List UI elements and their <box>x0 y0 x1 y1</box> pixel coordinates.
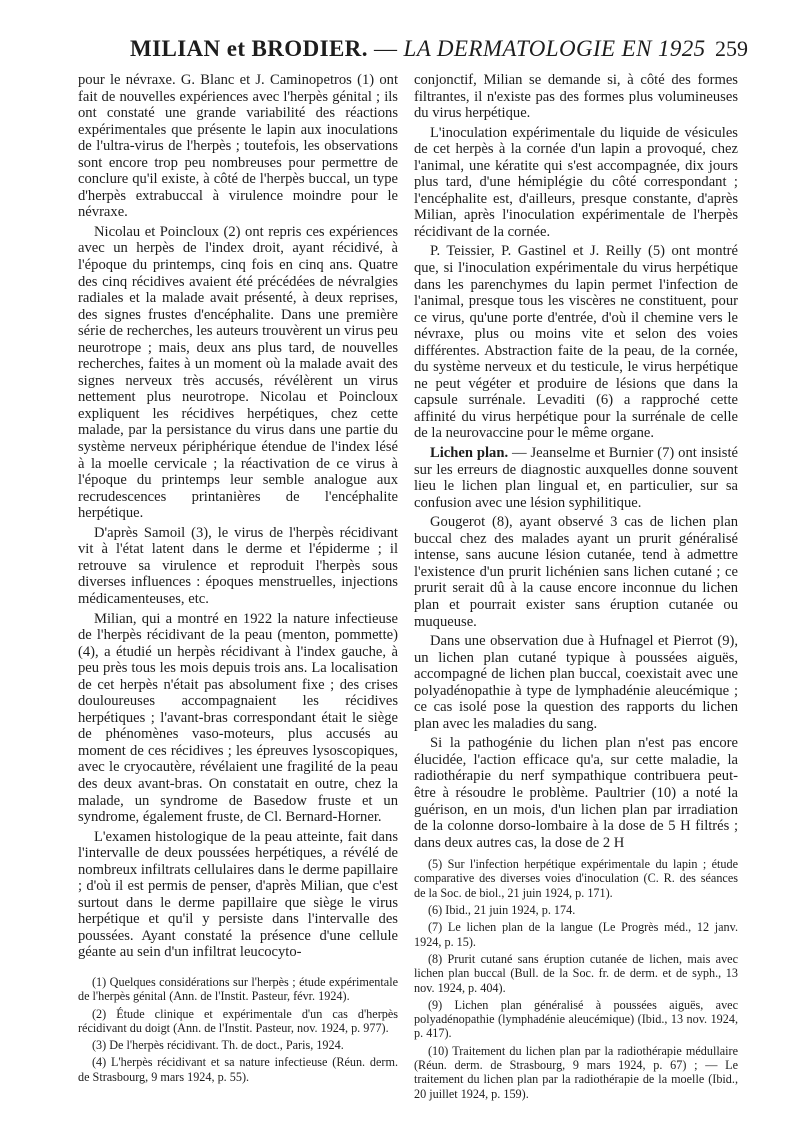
body-paragraph: L'examen histologique de la peau atteinte, fait dans l'intervalle de deux poussées herpétiques, a révélé de nombreux infiltrats cellulaires dans le derme papillaire ; d'où il est permis de penser, d'après Milian, que c'est surtout dans le derme papillaire que siège le virus herpétique et qu'il y persiste dans l'intervalle des poussées. Ayant constaté la présence d'une cellule géante au sein d'un infiltrat leucocyto- <box>78 828 398 961</box>
footnotes-left <box>78 975 398 1084</box>
footnote: (3) De l'herpès récidivant. Th. de doct., Paris, 1924. <box>92 1038 344 1053</box>
lichen-intro-text: — Jeanselme et Burnier (7) ont insisté sur les erreurs de diagnostic auxquelles donne souvent lieu le lichen plan lingual et, en particulier, sur sa confusion avec une lésion syphilitique. <box>414 445 738 511</box>
body-paragraph: Dans une observation due à Hufnagel et Pierrot (9), un lichen plan cutané typique à poussées aiguës, accompagné de lichen plan buccal, coexistait avec une polyadénopathie à type de lymphadénie aleucémique ; ce cas isolé pose la question des rapports du lichen plan avec les maladies du sang. <box>414 633 738 732</box>
body-paragraph: Si la pathogénie du lichen plan n'est pas encore élucidée, l'action efficace qu'a, sur cette maladie, la radiothérapie du nerf sympathique contribuera peut-être à résoudre le problème. Paultrier (10) a noté la guérison, en un mois, d'un lichen plan par irradiation de la colonne dorso-lombaire à la dose de 5 H filtrés ; dans deux autres cas, la dose de 2 H <box>414 735 738 851</box>
header-title: LA DERMATOLOGIE EN 1925 <box>403 36 706 61</box>
footnote: (9) Lichen plan généralisé à poussées aiguës, avec polyadénopathie (lymphadénie aleucémique) (Ibid., 13 nov. 1924, p. 417). <box>414 997 738 1041</box>
header-dash: — <box>367 36 404 61</box>
footnote: (5) Sur l'infection herpétique expérimentale du lapin ; étude comparative des diverses voies d'inoculation (C. R. des séances de la Soc. de biol., 21 juin 1924, p. 171). <box>414 857 738 900</box>
body-paragraph: Nicolau et Poincloux (2) ont repris ces expériences avec un herpès de l'index droit, ayant récidivé, à l'époque du printemps, cinq fois en cinq ans. Quatre des cinq récidives avaient été précédées de névralgies radiales et la malade avait présenté, à deux reprises, des signes frustes d'encéphalite. Dans une première série de recherches, les auteurs trouvèrent un virus peu neurotrope ; mais, deux ans plus tard, de nouvelles recherches, faites à un moment où la malade avait des signes nerveux très accusés, révélèrent un virus nettement plus neurotrope. Nicolau et Poincloux expliquent les récidives herpétiques, chez cette malade, par la persistance du virus dans une partie du système nerveux périphérique étendue de l'index lésé à la moelle cervicale ; la réactivation de ce virus à l'époque du printemps leur semble analogue aux recrudescences printanières de l'encéphalite herpétique. <box>78 223 398 522</box>
right-column <box>414 72 738 1101</box>
footnote: (10) Traitement du lichen plan par la radiothérapie médullaire (Réun. derm. de Strasbourg, 9 mars 1924, p. 67) ; — Le traitement du lichen plan par la radiothérapie de la moelle (Ibid., 20 juillet 1924, p. 159). <box>414 1043 738 1101</box>
footnote: (6) Ibid., 21 juin 1924, p. 174. <box>428 903 576 918</box>
body-paragraph: conjonctif, Milian se demande si, à côté des formes filtrantes, il n'existe pas des formes plus volumineuses du virus herpétique. <box>414 72 738 122</box>
body-paragraph: D'après Samoil (3), le virus de l'herpès récidivant vit à l'état latent dans le derme et l'épiderme ; il retrouve sa virulence et reproduit l'herpès sous diverses influences : époques menstruelles, injections médicamenteuses, etc. <box>78 524 398 607</box>
footnote: (4) L'herpès récidivant et sa nature infectieuse (Réun. derm. de Strasbourg, 9 mars 1924, p. 55). <box>78 1055 398 1084</box>
page-number: 259 <box>715 36 748 61</box>
footnote: (2) Étude clinique et expérimentale d'un cas d'herpès récidivant du doigt (Ann. de l'Instit. Pasteur, nov. 1924, p. 977). <box>78 1006 398 1035</box>
body-paragraph: P. Teissier, P. Gastinel et J. Reilly (5) ont montré que, si l'inoculation expérimentale du virus herpétique dans les parenchymes du lapin permet l'infection de l'animal, presque tous les viscères ne constituent, pour ce virus, qu'une porte d'entrée, d'où il chemine vers le névraxe, plus ou moins vite et selon des voies différentes. Abstraction faite de la peau, de la cornée, du système nerveux et du testicule, le virus herpétique ne peut végéter et produire de lésions que dans la capsule surrénale. Levaditi (6) a rapproché cette affinité du virus herpétique pour la surrénale de celle de la neurovaccine pour le même organe. <box>414 243 738 442</box>
left-column <box>78 72 398 1084</box>
body-paragraph: Gougerot (8), ayant observé 3 cas de lichen plan buccal chez des malades ayant un prurit généralisé intense, sans aucune lésion cutanée, tend à admettre l'existence d'un prurit lichénien sans lichen cutané ; ce prurit serait dû à la cause encore inconnue du lichen plan et pourrait exister sans éruption cutanée ou muqueuse. <box>414 514 738 630</box>
footnote: (1) Quelques considérations sur l'herpès ; étude expérimentale de l'herpès génital (Ann. de l'Instit. Pasteur, févr. 1924). <box>78 974 398 1004</box>
body-paragraph: L'inoculation expérimentale du liquide de vésicules de cet herpès à la cornée d'un lapin a provoqué, chez l'animal, une kératite qui s'est accompagnée, dix jours plus tard, d'une hémiplégie du côté correspondant ; l'encéphalite est, d'ailleurs, presque constante, d'après Milian, après l'inoculation expérimentale de l'herpès récidivant de la cornée. <box>414 124 738 240</box>
footnotes-right <box>414 857 738 1101</box>
lichen-plan-paragraph <box>414 445 738 511</box>
body-paragraph: pour le névraxe. G. Blanc et J. Caminopetros (1) ont fait de nouvelles expériences avec l'herpès génital ; ils ont constaté une grande variabilité des réactions expérimentales que présente le lapin aux inoculations de l'ultra-virus de l'herpès ; toutefois, les observations sont encore trop peu nombreuses pour permettre de conclure qu'il existe, à côté de l'herpès buccal, un type d'herpès extrabuccal à virulence moindre pour le névraxe. <box>78 72 398 221</box>
footnote: (7) Le lichen plan de la langue (Le Progrès méd., 12 janv. 1924, p. 15). <box>414 920 738 949</box>
section-heading-lichen-plan: Lichen plan. <box>430 445 509 462</box>
header-authors: MILIAN et BRODIER. <box>130 36 368 61</box>
body-paragraph: Milian, qui a montré en 1922 la nature infectieuse de l'herpès récidivant de la peau (menton, pommette) (4), a étudié un herpès récidivant à l'index gauche, à peu près tous les mois depuis trois ans. La localisation de cet herpès n'était pas absolument fixe ; des crises douloureuses accompagnaient les récidives herpétiques ; l'avant-bras correspondant était le siège de phénomènes vaso-moteurs, plus accusés au moment de ces récidives ; les épreuves lysoscopiques, avec le cryocautère, révélaient une fragilité de la peau des deux avant-bras. On constatait en outre, chez la malade, un syndrome de Basedow fruste et un syndrome, également fruste, de Cl. Bernard-Horner. <box>78 610 398 826</box>
running-title <box>130 36 706 62</box>
running-header <box>100 36 748 72</box>
footnote: (8) Prurit cutané sans éruption cutanée de lichen, mais avec lichen plan buccal (Bull. de la Soc. fr. de derm. et de syph., 13 nov. 1924, p. 404). <box>414 951 738 995</box>
